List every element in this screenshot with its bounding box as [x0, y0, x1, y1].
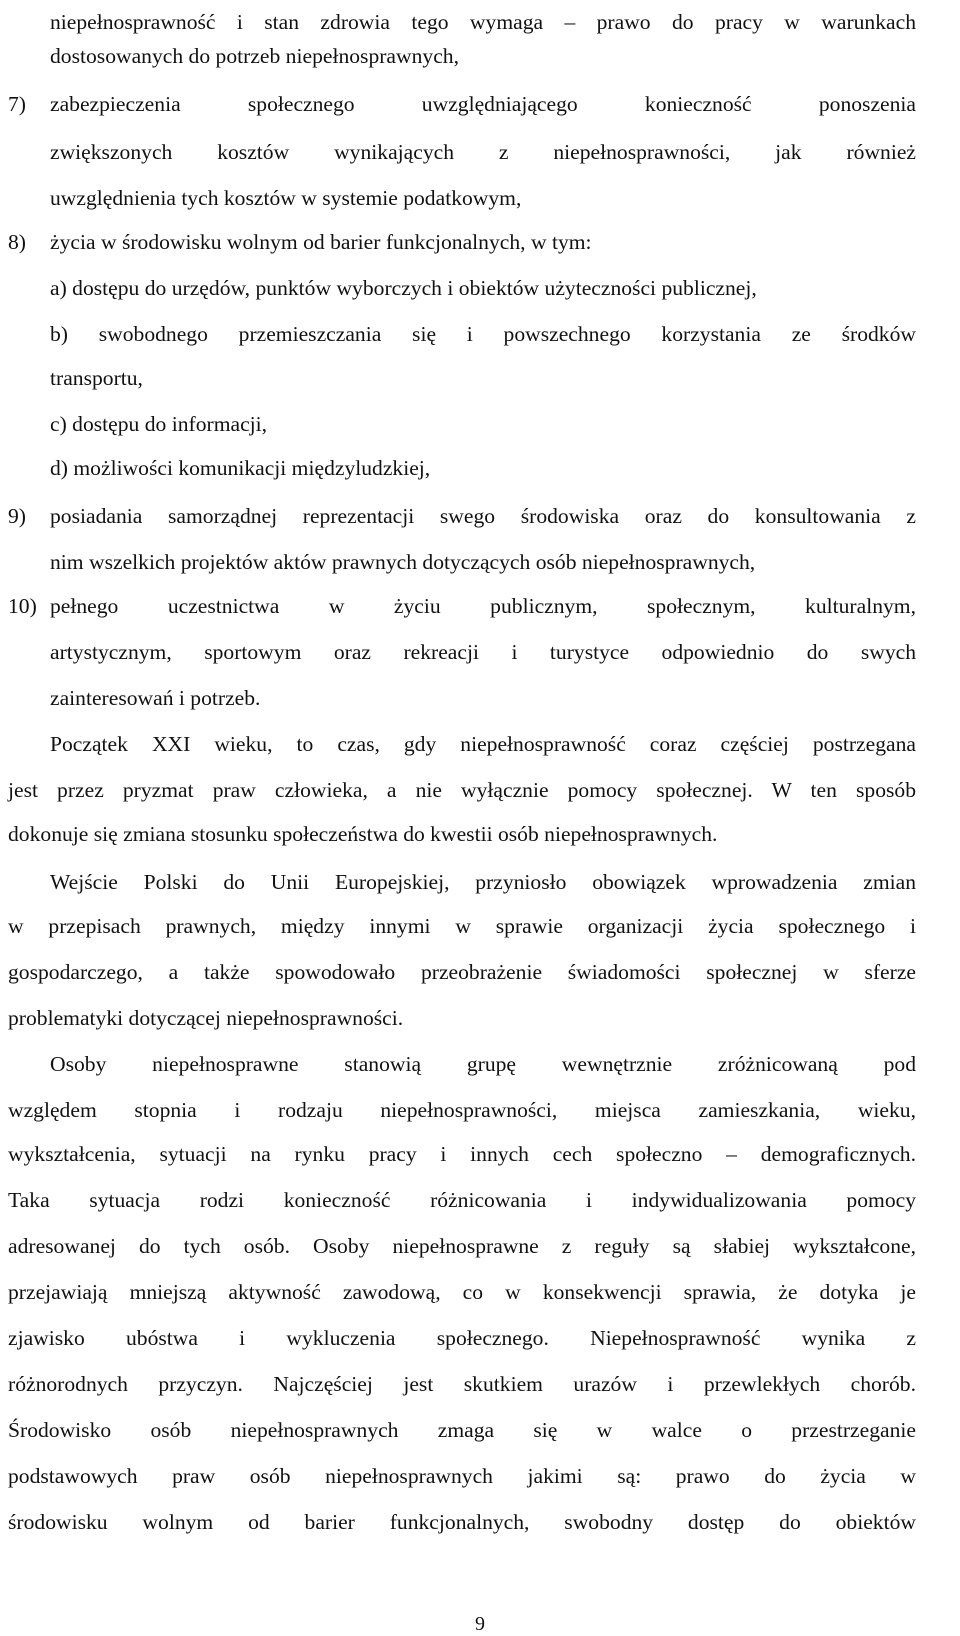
list-marker: 10): [8, 594, 37, 618]
text-line: a) dostępu do urzędów, punktów wyborczych i obiektów użyteczności publicznej,: [50, 276, 757, 300]
text-line: wykształcenia, sytuacji na rynku pracy i innych cech społeczno – demograficznych.: [8, 1142, 916, 1166]
text-line: zwiększonych kosztów wynikających z niepełnosprawności, jak również: [50, 140, 916, 164]
text-line: d) możliwości komunikacji międzyludzkiej,: [50, 456, 431, 480]
text-line: uwzględnienia tych kosztów w systemie podatkowym,: [50, 186, 522, 210]
text-line: zabezpieczenia społecznego uwzględniającego konieczność ponoszenia: [50, 92, 916, 116]
list-marker: 8): [8, 230, 26, 254]
page-number: 9: [475, 1613, 485, 1635]
text-line: środowisku wolnym od barier funkcjonalnych, swobodny dostęp do obiektów: [8, 1510, 916, 1534]
list-marker: 9): [8, 504, 26, 528]
text-line: posiadania samorządnej reprezentacji swego środowiska oraz do konsultowania z: [50, 504, 916, 528]
text-line: adresowanej do tych osób. Osoby niepełnosprawne z reguły są słabiej wykształcone,: [8, 1234, 916, 1258]
text-line: problematyki dotyczącej niepełnosprawności.: [8, 1006, 404, 1030]
text-line: względem stopnia i rodzaju niepełnosprawności, miejsca zamieszkania, wieku,: [8, 1098, 916, 1122]
text-line: Taka sytuacja rodzi konieczność różnicowania i indywidualizowania pomocy: [8, 1188, 916, 1212]
text-line: gospodarczego, a także spowodowało przeobrażenie świadomości społecznej w sferze: [8, 960, 916, 984]
text-line: Wejście Polski do Unii Europejskiej, przyniosło obowiązek wprowadzenia zmian: [50, 870, 916, 894]
text-line: b) swobodnego przemieszczania się i powszechnego korzystania ze środków: [50, 322, 916, 346]
text-line: pełnego uczestnictwa w życiu publicznym, społecznym, kulturalnym,: [50, 594, 916, 618]
text-line: niepełnosprawność i stan zdrowia tego wymaga – prawo do pracy w warunkach: [50, 10, 916, 34]
text-line: dostosowanych do potrzeb niepełnosprawnych,: [50, 44, 459, 68]
text-line: jest przez pryzmat praw człowieka, a nie wyłącznie pomocy społecznej. W ten sposób: [8, 778, 916, 802]
text-line: dokonuje się zmiana stosunku społeczeństwa do kwestii osób niepełnosprawnych.: [8, 822, 718, 846]
text-line: zjawisko ubóstwa i wykluczenia społecznego. Niepełnosprawność wynika z: [8, 1326, 916, 1350]
text-line: życia w środowisku wolnym od barier funkcjonalnych, w tym:: [50, 230, 592, 254]
text-line: transportu,: [50, 366, 143, 390]
text-line: podstawowych praw osób niepełnosprawnych jakimi są: prawo do życia w: [8, 1464, 916, 1488]
text-line: Początek XXI wieku, to czas, gdy niepełnosprawność coraz częściej postrzegana: [50, 732, 916, 756]
text-line: przejawiają mniejszą aktywność zawodową, co w konsekwencji sprawia, że dotyka je: [8, 1280, 916, 1304]
text-line: c) dostępu do informacji,: [50, 412, 268, 436]
text-line: Osoby niepełnosprawne stanowią grupę wewnętrznie zróżnicowaną pod: [50, 1052, 916, 1076]
text-line: Środowisko osób niepełnosprawnych zmaga się w walce o przestrzeganie: [8, 1418, 916, 1442]
text-line: artystycznym, sportowym oraz rekreacji i turystyce odpowiednio do swych: [50, 640, 916, 664]
list-marker: 7): [8, 92, 26, 116]
text-line: nim wszelkich projektów aktów prawnych dotyczących osób niepełnosprawnych,: [50, 550, 756, 574]
text-line: różnorodnych przyczyn. Najczęściej jest skutkiem urazów i przewlekłych chorób.: [8, 1372, 916, 1396]
text-line: zainteresowań i potrzeb.: [50, 686, 261, 710]
text-line: w przepisach prawnych, między innymi w sprawie organizacji życia społecznego i: [8, 914, 916, 938]
